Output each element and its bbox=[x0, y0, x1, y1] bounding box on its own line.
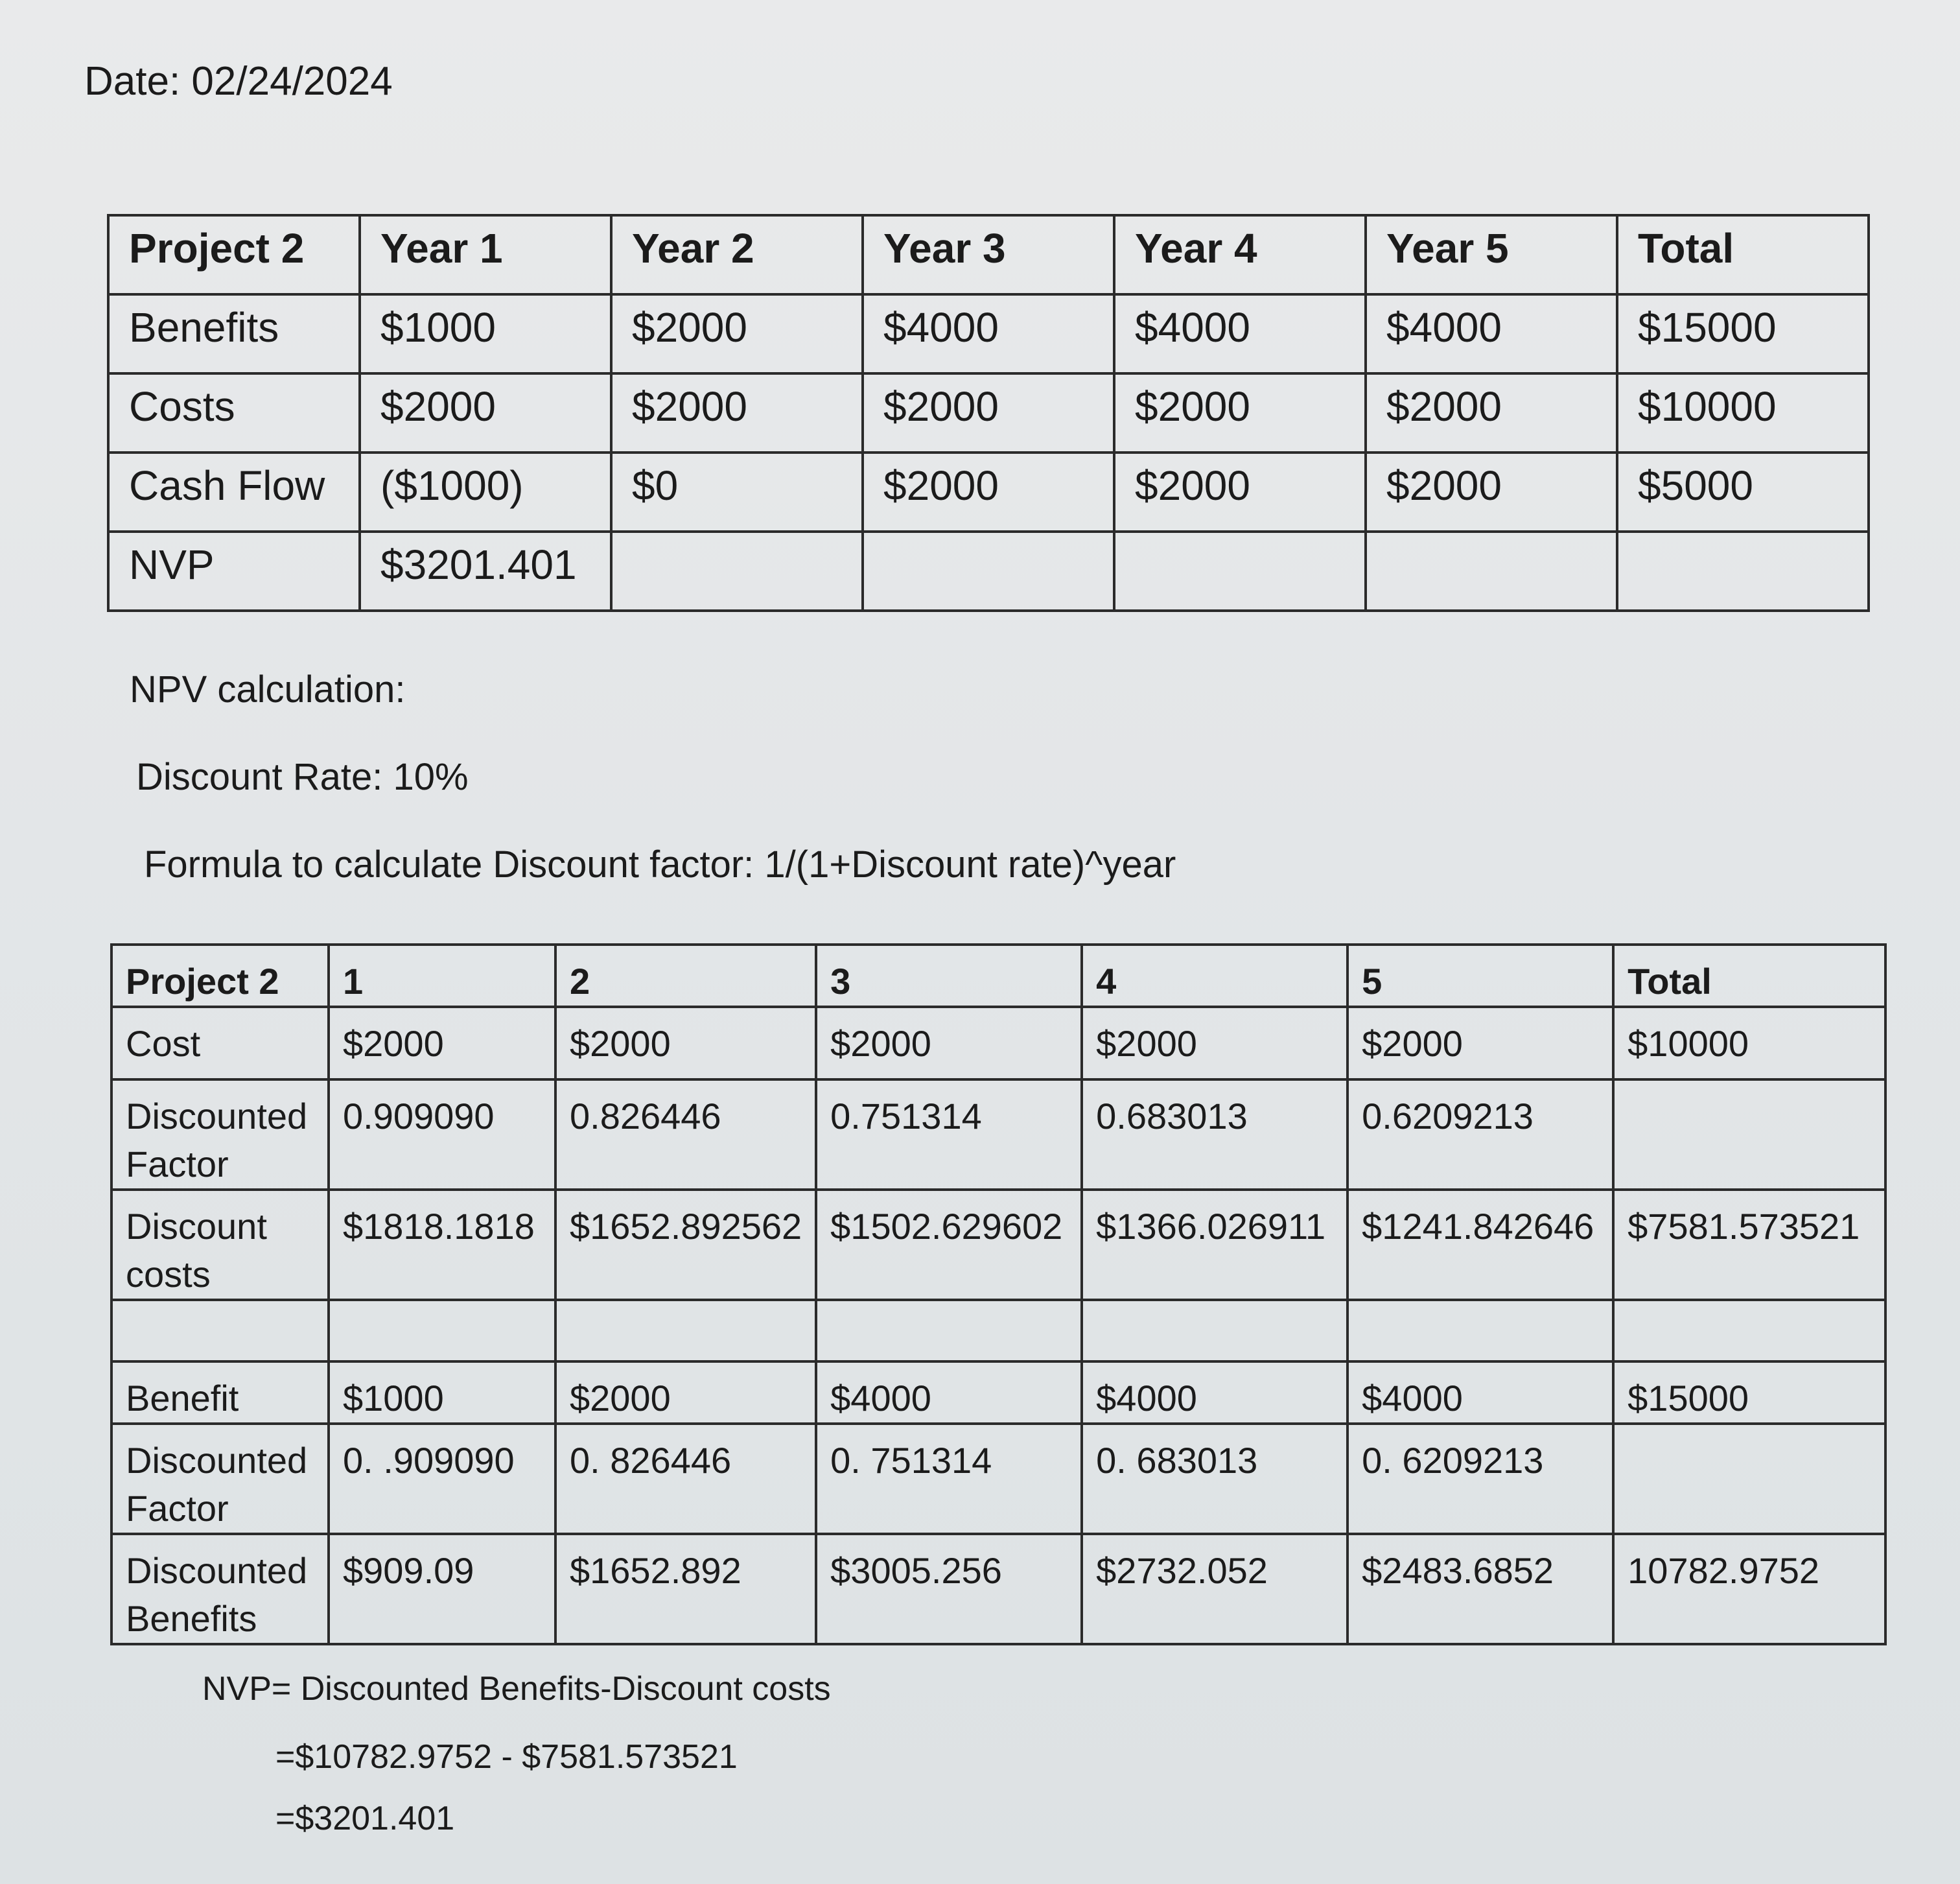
table-cell: $1241.842646 bbox=[1348, 1190, 1613, 1300]
table-row bbox=[111, 1361, 1885, 1424]
table-cell: Benefits bbox=[108, 294, 360, 373]
table-cell: $1652.892 bbox=[555, 1534, 816, 1644]
table-cell bbox=[863, 532, 1114, 611]
table-cell: 10782.9752 bbox=[1613, 1534, 1885, 1644]
npv-equation: NVP= Discounted Benefits-Discount costs bbox=[202, 1670, 831, 1708]
table-cell: $2000 bbox=[1348, 1007, 1613, 1079]
table-cell: 0. 751314 bbox=[816, 1424, 1082, 1534]
table-cell bbox=[1617, 532, 1869, 611]
table-cell: 0. 826446 bbox=[555, 1424, 816, 1534]
table-cell: $2000 bbox=[863, 373, 1114, 453]
table-cell: $1818.1818 bbox=[329, 1190, 555, 1300]
table-cell bbox=[1613, 1300, 1885, 1361]
table-cell: $5000 bbox=[1617, 453, 1869, 532]
table-row bbox=[111, 1007, 1885, 1079]
table-row bbox=[108, 294, 1869, 373]
table-cell: 0.751314 bbox=[816, 1079, 1082, 1190]
table-cell: $4000 bbox=[863, 294, 1114, 373]
table-row bbox=[108, 532, 1869, 611]
table-cell: $1652.892562 bbox=[555, 1190, 816, 1300]
table-cell: Year 3 bbox=[863, 215, 1114, 294]
table-cell: $909.09 bbox=[329, 1534, 555, 1644]
table-cell: $4000 bbox=[816, 1361, 1082, 1424]
table-cell: $15000 bbox=[1613, 1361, 1885, 1424]
table-cell bbox=[329, 1300, 555, 1361]
table-cell: Benefit bbox=[111, 1361, 329, 1424]
table-cell: Total bbox=[1613, 945, 1885, 1007]
table-cell: Discounted Factor bbox=[111, 1079, 329, 1190]
discount-factor-formula: Formula to calculate Discount factor: 1/(1+Discount rate)^year bbox=[144, 843, 1176, 886]
table-cell bbox=[611, 532, 863, 611]
table-cell bbox=[1082, 1300, 1348, 1361]
table-cell: Costs bbox=[108, 373, 360, 453]
table-cell bbox=[816, 1300, 1082, 1361]
table-cell: NVP bbox=[108, 532, 360, 611]
table-cell: 1 bbox=[329, 945, 555, 1007]
table-cell: 0. .909090 bbox=[329, 1424, 555, 1534]
table-cell bbox=[1114, 532, 1366, 611]
table-cell: $15000 bbox=[1617, 294, 1869, 373]
table-cell: Cash Flow bbox=[108, 453, 360, 532]
table-cell bbox=[555, 1300, 816, 1361]
table-cell bbox=[1613, 1079, 1885, 1190]
table-cell bbox=[1613, 1424, 1885, 1534]
project-cash-flow-table bbox=[107, 214, 1870, 612]
table-cell: $2000 bbox=[360, 373, 611, 453]
table-cell: 3 bbox=[816, 945, 1082, 1007]
table-cell bbox=[111, 1300, 329, 1361]
table-row bbox=[111, 1534, 1885, 1644]
table-cell: $1366.026911 bbox=[1082, 1190, 1348, 1300]
table-cell: $2000 bbox=[555, 1361, 816, 1424]
table-cell: $10000 bbox=[1613, 1007, 1885, 1079]
table-cell: 0.826446 bbox=[555, 1079, 816, 1190]
table-cell: Year 5 bbox=[1366, 215, 1617, 294]
table-cell: $2000 bbox=[611, 294, 863, 373]
table-cell: $4000 bbox=[1366, 294, 1617, 373]
table-cell: $4000 bbox=[1082, 1361, 1348, 1424]
table-cell bbox=[1348, 1300, 1613, 1361]
table-cell: $2000 bbox=[1082, 1007, 1348, 1079]
table-cell: $10000 bbox=[1617, 373, 1869, 453]
discount-rate-line: Discount Rate: 10% bbox=[136, 756, 469, 798]
table-cell: 0.909090 bbox=[329, 1079, 555, 1190]
table-cell: $2000 bbox=[1114, 373, 1366, 453]
npv-result: =$3201.401 bbox=[275, 1800, 455, 1837]
table-cell: $0 bbox=[611, 453, 863, 532]
table-row bbox=[111, 1300, 1885, 1361]
table-cell: $2000 bbox=[1366, 453, 1617, 532]
table-cell: $7581.573521 bbox=[1613, 1190, 1885, 1300]
table-cell: 0.683013 bbox=[1082, 1079, 1348, 1190]
table-cell: ($1000) bbox=[360, 453, 611, 532]
table-row bbox=[111, 1079, 1885, 1190]
table-row bbox=[111, 1424, 1885, 1534]
table-cell: Year 1 bbox=[360, 215, 611, 294]
table-cell: 4 bbox=[1082, 945, 1348, 1007]
table-cell: Year 2 bbox=[611, 215, 863, 294]
table-cell: $2732.052 bbox=[1082, 1534, 1348, 1644]
table-cell: $1502.629602 bbox=[816, 1190, 1082, 1300]
table-cell: Year 4 bbox=[1114, 215, 1366, 294]
table-cell: $4000 bbox=[1114, 294, 1366, 373]
table-cell: Discounted Benefits bbox=[111, 1534, 329, 1644]
table-cell: 0. 6209213 bbox=[1348, 1424, 1613, 1534]
table-cell: Total bbox=[1617, 215, 1869, 294]
table-cell: $2000 bbox=[555, 1007, 816, 1079]
table-cell: $3201.401 bbox=[360, 532, 611, 611]
table-cell: $2000 bbox=[329, 1007, 555, 1079]
table-cell: 2 bbox=[555, 945, 816, 1007]
table-cell: $2000 bbox=[863, 453, 1114, 532]
date-line: Date: 02/24/2024 bbox=[84, 59, 393, 104]
table-cell: Discount costs bbox=[111, 1190, 329, 1300]
table-cell: $2000 bbox=[816, 1007, 1082, 1079]
table-cell: $1000 bbox=[329, 1361, 555, 1424]
npv-calculation-heading: NPV calculation: bbox=[130, 668, 406, 711]
table-row bbox=[108, 373, 1869, 453]
table-cell: Project 2 bbox=[108, 215, 360, 294]
table-cell: $2000 bbox=[1366, 373, 1617, 453]
table-cell: Cost bbox=[111, 1007, 329, 1079]
npv-substitution: =$10782.9752 - $7581.573521 bbox=[275, 1738, 738, 1776]
table-cell: 5 bbox=[1348, 945, 1613, 1007]
table-cell: Project 2 bbox=[111, 945, 329, 1007]
table-cell bbox=[1366, 532, 1617, 611]
table-row bbox=[111, 1190, 1885, 1300]
table-header-row bbox=[111, 945, 1885, 1007]
table-cell: $2483.6852 bbox=[1348, 1534, 1613, 1644]
table-cell: Discounted Factor bbox=[111, 1424, 329, 1534]
table-cell: $2000 bbox=[1114, 453, 1366, 532]
table-cell: $2000 bbox=[611, 373, 863, 453]
table-cell: $4000 bbox=[1348, 1361, 1613, 1424]
table-cell: 0. 683013 bbox=[1082, 1424, 1348, 1534]
table-row bbox=[108, 453, 1869, 532]
table-cell: $3005.256 bbox=[816, 1534, 1082, 1644]
table-cell: 0.6209213 bbox=[1348, 1079, 1613, 1190]
npv-calculation-table bbox=[110, 943, 1887, 1645]
table-cell: $1000 bbox=[360, 294, 611, 373]
table-header-row bbox=[108, 215, 1869, 294]
